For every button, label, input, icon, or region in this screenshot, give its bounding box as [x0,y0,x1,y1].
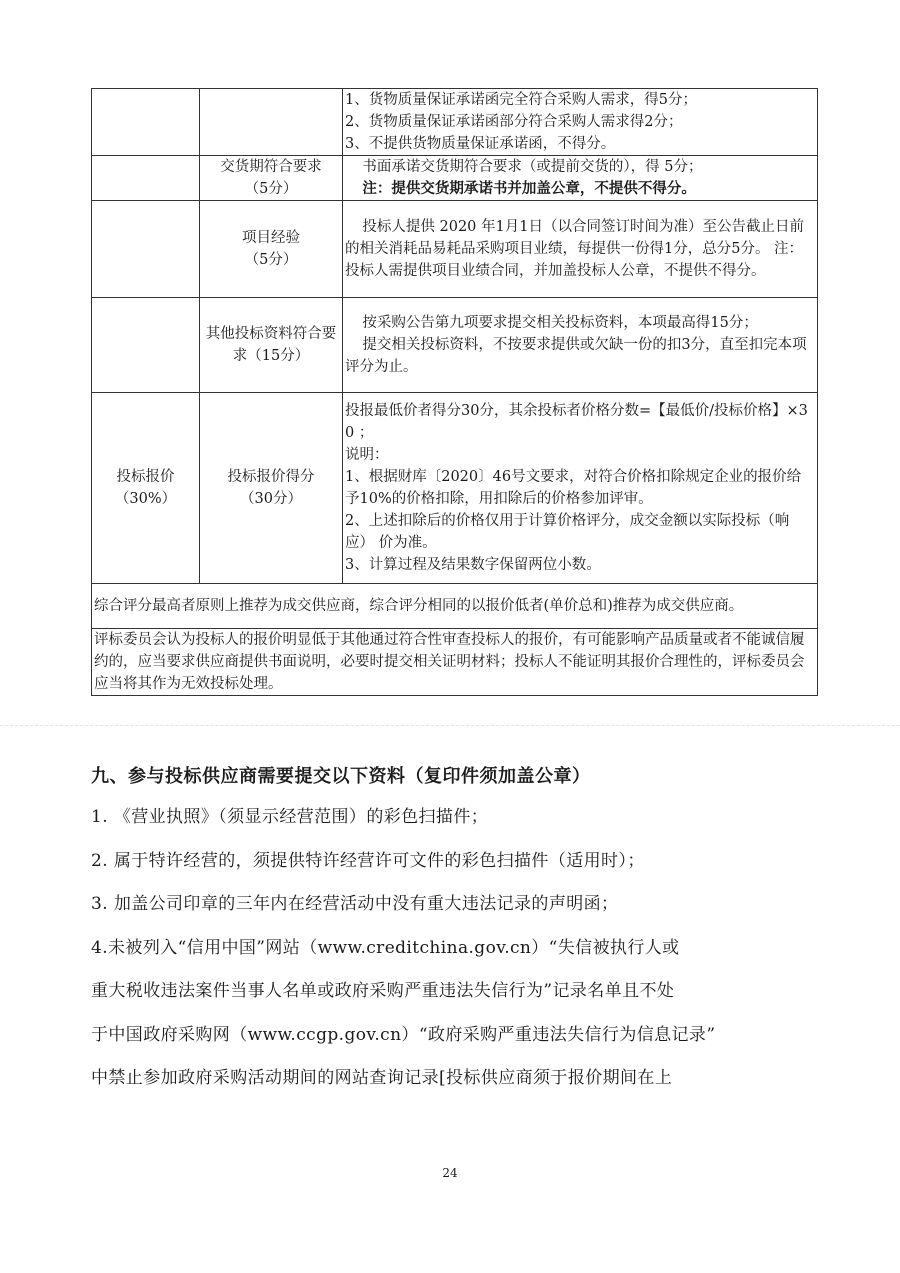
table-row [92,298,818,393]
body-line: 于中国政府采购网（www.ccgp.gov.cn）“政府采购严重违法失信行为信息记录” [91,1024,716,1045]
criteria-cell [343,89,818,156]
item-label: 交货期符合要求 [220,159,322,175]
table-cell [92,298,200,393]
body-line: 2. 属于特许经营的，须提供特许经营许可文件的彩色扫描件（适用时）； [91,850,645,871]
criteria-line: 3、计算过程及结果数字保留两位小数。 [345,557,601,573]
body-line: 中禁止参加政府采购活动期间的网站查询记录[投标供应商须于报价期间在上 [91,1068,673,1088]
criteria-cell [343,393,818,584]
table-cell [92,89,200,156]
criteria-line: 提交相关投标资料，不按要求提供或欠缺一份的扣3分，直至扣完本项评分为止。 [345,337,807,375]
table-cell [92,156,200,201]
criteria-line: 3、不提供货物质量保证承诺函，不得分。 [345,136,616,152]
criteria-line: 2、货物质量保证承诺函部分符合采购人需求得2分； [345,114,683,130]
table-row [92,584,818,629]
item-label: 投标报价得分 [227,469,315,485]
item-cell [200,393,343,584]
scan-divider [0,725,900,726]
table-cell [200,89,343,156]
section-heading: 九、参与投标供应商需要提交以下资料（复印件须加盖公章） [91,766,591,787]
criteria-cell [343,156,818,201]
criteria-cell: 投标人提供 2020 年1月1日（以合同签订时间为准）至公告截止日前的相关消耗品易耗品采购项目业绩，每提供一份得1分，总分5分。 注：投标人需提供项目业绩合同，并加盖投标人公章，不提供不得分。 [343,201,818,298]
criteria-cell [343,298,818,393]
criteria-line: 说明： [345,447,389,463]
category-cell [92,393,200,584]
page-number: 24 [442,1166,458,1180]
item-score: （5分） [244,181,298,197]
item-label: 项目经验 [242,230,300,246]
table-cell [92,201,200,298]
scoring-table [91,88,818,696]
table-row [92,393,818,584]
table-row [92,201,818,298]
item-cell [200,156,343,201]
criteria-line: 书面承诺交货期符合要求（或提前交货的），得 5分； [362,159,703,175]
body-line: 重大税收违法案件当事人名单或政府采购严重违法失信行为”记录名单且不处 [91,981,675,1001]
table-row [92,89,818,156]
item-score: （30分） [240,491,302,507]
table-row [92,629,818,696]
item-cell [200,201,343,298]
body-line: 1. 《营业执照》（须显示经营范围）的彩色扫描件； [91,807,489,827]
item-score: （5分） [244,252,298,268]
category-label: 投标报价 [116,469,175,485]
item-cell: 其他投标资料符合要求（15分） [200,298,343,393]
criteria-line: 1、根据财库〔2020〕46号文要求，对符合价格扣除规定企业的报价给予10%的价格扣除，用扣除后的价格参加评审。 [345,469,802,507]
body-line: 4.未被列入“信用中国”网站（www.creditchina.gov.cn）“失信被执行人或 [91,937,680,958]
category-score: （30%） [114,491,177,507]
note-cell: 评标委员会认为投标人的报价明显低于其他通过符合性审查投标人的报价，有可能影响产品质量或者不能诚信履约的，应当要求供应商提供书面说明，必要时提交相关证明材料；投标人不能证明其报价合理性的，评标委员会应当将其作为无效投标处理。 [92,629,818,696]
criteria-line: 投报最低价者得分30分，其余投标者价格分数=【最低价/投标价格】×30 ； [345,403,808,441]
section-body [91,796,818,1101]
criteria-line: 1、货物质量保证承诺函完全符合采购人需求，得5分； [345,92,697,108]
criteria-note: 注：提供交货期承诺书并加盖公章，不提供不得分。 [362,180,696,197]
table-row [92,156,818,201]
note-cell: 综合评分最高者原则上推荐为成交供应商，综合评分相同的以报价低者(单价总和)推荐为成交供应商。 [92,584,818,629]
body-line: 3. 加盖公司印章的三年内在经营活动中没有重大违法记录的声明函； [91,894,619,914]
criteria-line: 2、上述扣除后的价格仅用于计算价格评分，成交金额以实际投标（响应） 价为准。 [345,513,790,551]
criteria-line: 按采购公告第九项要求提交相关投标资料，本项最高得15分； [362,315,758,331]
